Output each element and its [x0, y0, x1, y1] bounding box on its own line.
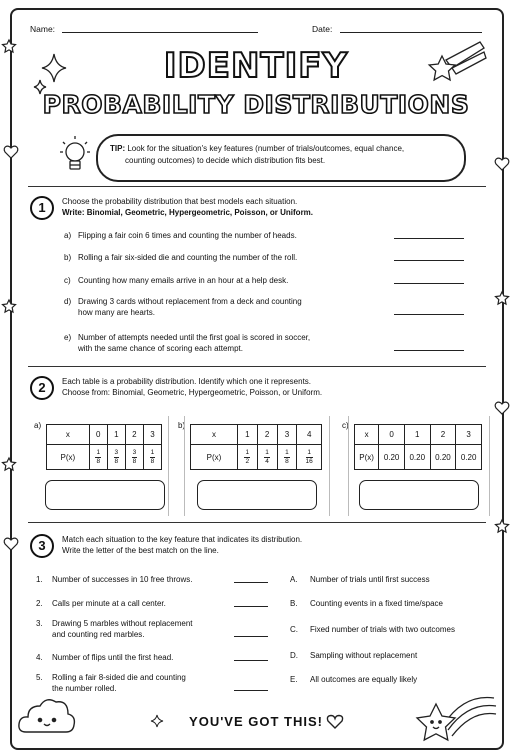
fraction-numerator: 1 — [307, 448, 311, 456]
name-input-line[interactable] — [62, 32, 258, 33]
question-text-line-2: how many are hearts. — [78, 308, 155, 317]
feature-letter: E. — [290, 675, 298, 684]
feature-text: Counting events in a fixed time/space — [310, 599, 443, 608]
situation-text: Number of flips until the first head. — [52, 653, 174, 662]
situation-text: Calls per minute at a call center. — [52, 599, 166, 608]
distribution-table — [46, 424, 162, 470]
fraction-numerator: 1 — [150, 448, 155, 456]
question-text: Flipping a fair coin 6 times and counting the number of heads. — [78, 231, 297, 240]
answer-line[interactable] — [394, 350, 464, 351]
table-label: c) — [342, 421, 349, 430]
table-header-cell: x — [47, 425, 90, 445]
match-answer-line[interactable] — [234, 636, 268, 637]
probability-cell — [237, 445, 257, 470]
match-answer-line[interactable] — [234, 690, 268, 691]
lightbulb-icon — [60, 134, 90, 178]
situation-text: Number of successes in 10 free throws. — [52, 575, 193, 584]
probability-cell — [107, 445, 125, 470]
probability-cell: 0.20 — [379, 445, 405, 470]
border-heart-icon — [495, 402, 509, 414]
section-1-number: 1 — [30, 196, 54, 220]
fraction-denominator: 8 — [114, 457, 119, 465]
section-2-instruction-2: Choose from: Binomial, Geometric, Hypergeometric, Poisson, or Uniform. — [62, 388, 323, 397]
tip-line-2: counting outcomes) to decide which distribution fits best. — [125, 156, 326, 165]
section-1-instruction-1: Choose the probability distribution that best models each situation. — [62, 197, 298, 206]
question-letter: e) — [64, 333, 72, 342]
question-letter: c) — [64, 276, 71, 285]
fraction-denominator: 16 — [305, 457, 313, 465]
situation-text: Drawing 5 marbles without replacement — [52, 619, 193, 628]
fraction-denominator: 2 — [245, 457, 250, 465]
fraction-denominator: 8 — [285, 457, 289, 465]
border-heart-icon — [4, 538, 18, 550]
table-label: a) — [34, 421, 42, 430]
answer-line[interactable] — [394, 260, 464, 261]
feature-text: Sampling without replacement — [310, 651, 418, 660]
question-text-line-2: with the same chance of scoring each attempt. — [78, 344, 243, 353]
section-2-number: 2 — [30, 376, 54, 400]
section-divider — [28, 366, 486, 367]
table-p-label: P(x) — [355, 445, 379, 470]
probability-cell — [277, 445, 297, 470]
situation-text-line-2: and counting red marbles. — [52, 630, 145, 639]
table-header-cell: x — [191, 425, 238, 445]
situation-number: 4. — [36, 653, 43, 662]
table-header-cell: 2 — [125, 425, 143, 445]
border-heart-icon — [4, 146, 18, 158]
section-divider — [28, 522, 486, 523]
section-divider — [28, 186, 486, 187]
tip-line-1: Look for the situation's key features (number of trials/outcomes, equal chance, — [127, 144, 405, 153]
border-star-icon — [3, 300, 16, 312]
probability-cell — [143, 445, 161, 470]
answer-box[interactable] — [359, 480, 479, 510]
distribution-table — [354, 424, 482, 470]
table-p-label: P(x) — [47, 445, 90, 470]
section-3-instruction-2: Write the letter of the best match on the line. — [62, 546, 219, 555]
probability-cell — [257, 445, 277, 470]
table-header-cell: 2 — [257, 425, 277, 445]
probability-cell: 0.20 — [430, 445, 456, 470]
footer-message: YOU'VE GOT THIS! — [189, 714, 323, 729]
fraction-numerator: 1 — [285, 448, 289, 456]
table-header-cell: 3 — [277, 425, 297, 445]
situation-text: Rolling a fair 8-sided die and counting — [52, 673, 186, 682]
answer-box[interactable] — [197, 480, 317, 510]
heart-icon — [326, 714, 344, 730]
question-text: Rolling a fair six-sided die and counting the number of the roll. — [78, 253, 298, 262]
situation-number: 2. — [36, 599, 43, 608]
feature-letter: B. — [290, 599, 298, 608]
table-header-cell: 3 — [456, 425, 482, 445]
feature-letter: C. — [290, 625, 298, 634]
table-header-cell: 3 — [143, 425, 161, 445]
border-star-icon — [496, 292, 509, 304]
fraction-denominator: 8 — [150, 457, 155, 465]
fraction-numerator: 1 — [265, 448, 269, 456]
table-header-cell: x — [355, 425, 379, 445]
probability-cell — [89, 445, 107, 470]
situation-number: 1. — [36, 575, 43, 584]
border-star-icon — [3, 458, 16, 470]
feature-letter: A. — [290, 575, 298, 584]
border-star-icon — [496, 520, 509, 532]
answer-line[interactable] — [394, 283, 464, 284]
answer-line[interactable] — [394, 238, 464, 239]
section-3-number: 3 — [30, 534, 54, 558]
question-text: Drawing 3 cards without replacement from a deck and counting — [78, 297, 302, 306]
probability-cell — [125, 445, 143, 470]
distribution-table — [190, 424, 322, 470]
table-header-cell: 4 — [297, 425, 322, 445]
feature-text: Number of trials until first success — [310, 575, 430, 584]
title-line-1: IDENTIFY — [163, 46, 349, 86]
date-input-line[interactable] — [340, 32, 482, 33]
title-line-2: PROBABILITY DISTRIBUTIONS — [42, 90, 470, 119]
match-answer-line[interactable] — [234, 660, 268, 661]
match-answer-line[interactable] — [234, 582, 268, 583]
table-p-label: P(x) — [191, 445, 238, 470]
situation-text-line-2: the number rolled. — [52, 684, 117, 693]
table-header-cell: 1 — [404, 425, 430, 445]
name-label: Name: — [30, 24, 56, 34]
fraction-denominator: 8 — [96, 457, 101, 465]
fraction-numerator: 3 — [132, 448, 137, 456]
border-heart-icon — [495, 158, 509, 170]
section-2-instruction-1: Each table is a probability distribution. Identify which one it represents. — [62, 377, 312, 386]
table-header-cell: 0 — [89, 425, 107, 445]
answer-box[interactable] — [45, 480, 165, 510]
answer-line[interactable] — [394, 314, 464, 315]
fraction-numerator: 1 — [96, 448, 101, 456]
feature-text: All outcomes are equally likely — [310, 675, 418, 684]
feature-text: Fixed number of trials with two outcomes — [310, 625, 455, 634]
rainbow-star-icon — [414, 684, 498, 746]
table-header-cell: 2 — [430, 425, 456, 445]
section-3-instruction-1: Match each situation to the key feature that indicates its distribution. — [62, 535, 303, 544]
fraction-denominator: 4 — [265, 457, 269, 465]
fraction-numerator: 3 — [114, 448, 119, 456]
probability-cell: 0.20 — [456, 445, 482, 470]
probability-cell: 0.20 — [404, 445, 430, 470]
question-letter: b) — [64, 253, 72, 262]
question-text: Counting how many emails arrive in an hour at a help desk. — [78, 276, 289, 285]
situation-number: 3. — [36, 619, 43, 628]
table-header-cell: 0 — [379, 425, 405, 445]
fraction-numerator: 1 — [245, 448, 250, 456]
probability-cell — [297, 445, 322, 470]
table-header-cell: 1 — [107, 425, 125, 445]
situation-number: 5. — [36, 673, 43, 682]
date-label: Date: — [312, 24, 333, 34]
match-answer-line[interactable] — [234, 606, 268, 607]
feature-letter: D. — [290, 651, 298, 660]
section-1-instruction-2: Write: Binomial, Geometric, Hypergeometric, Poisson, or Uniform. — [62, 208, 314, 217]
tip-label: TIP: — [110, 144, 126, 153]
question-text: Number of attempts needed until the first goal is scored in soccer, — [78, 333, 311, 342]
table-header-cell: 1 — [237, 425, 257, 445]
table-label: b) — [178, 421, 186, 430]
tip-text — [110, 143, 450, 154]
question-letter: a) — [64, 231, 72, 240]
question-letter: d) — [64, 297, 72, 306]
fraction-denominator: 8 — [132, 457, 137, 465]
